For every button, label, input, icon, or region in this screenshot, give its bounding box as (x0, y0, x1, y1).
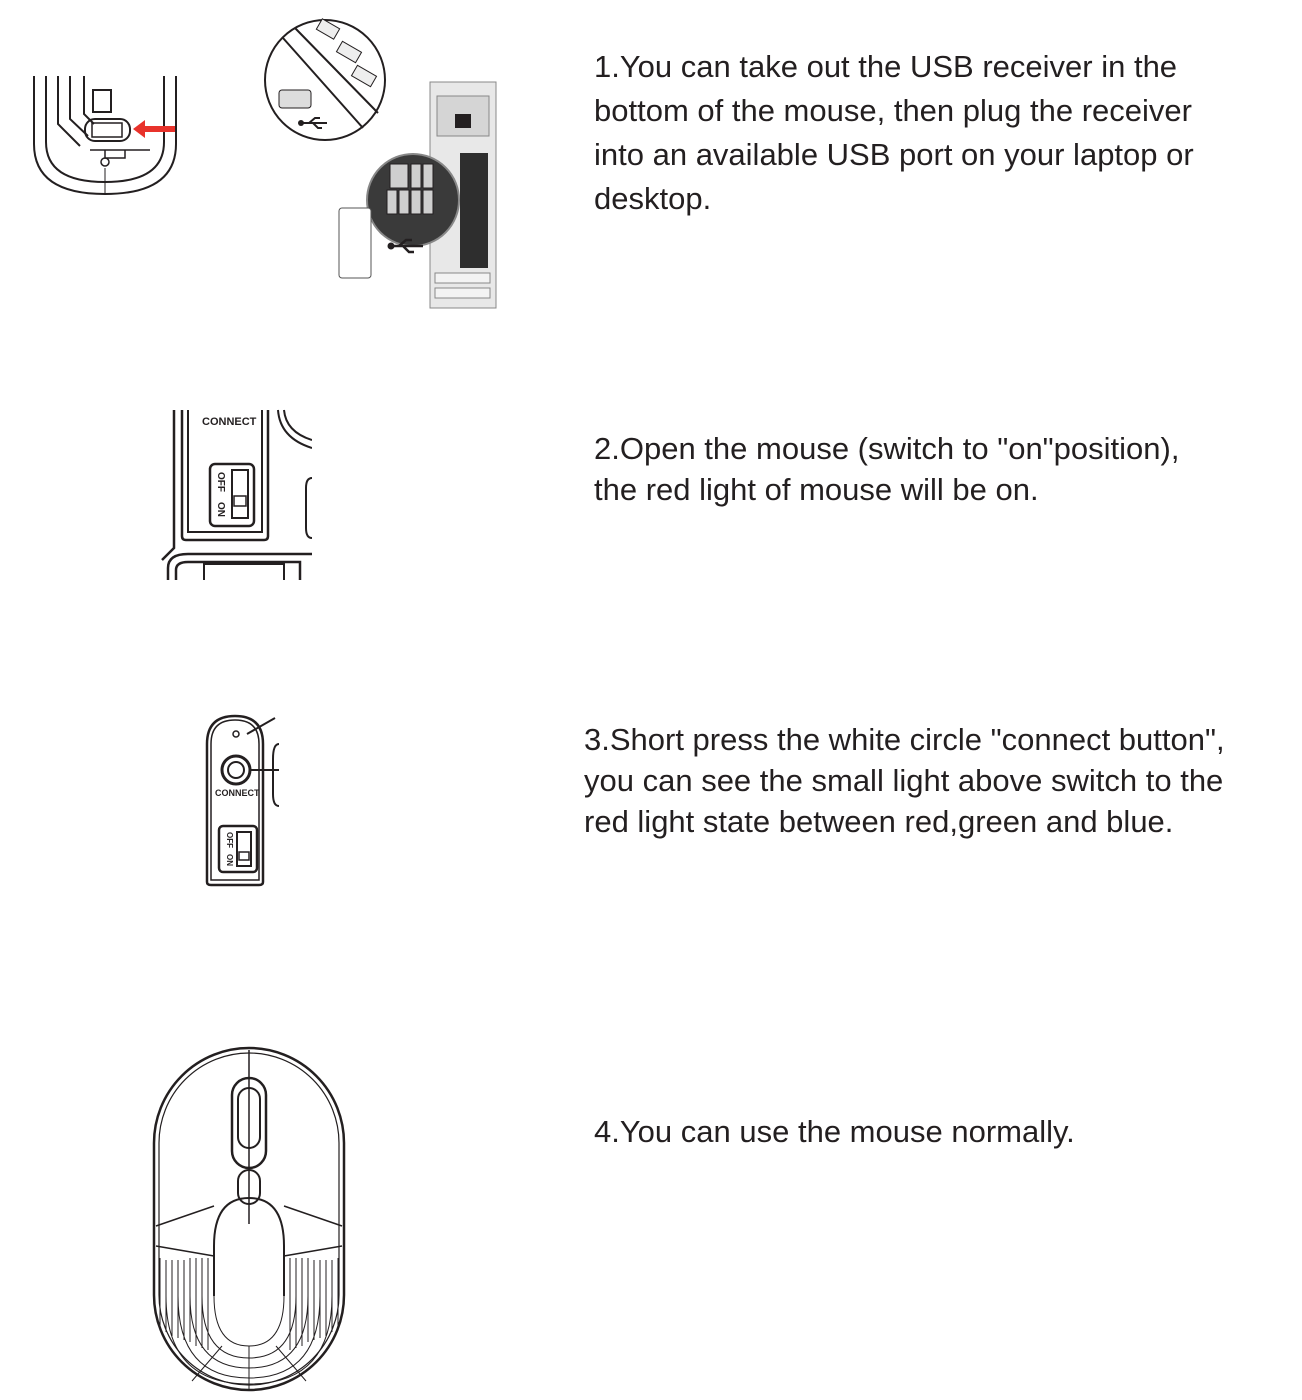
text-line: 4.You can use the mouse normally. (594, 1114, 1075, 1149)
text-line: desktop. (594, 181, 712, 216)
text-line: the red light of mouse will be on. (594, 472, 1039, 507)
text-line: 2.Open the mouse (switch to "on"position), (594, 431, 1180, 466)
svg-text:OFF: OFF (215, 472, 226, 492)
text-line: into an available USB port on your laptop or (594, 137, 1194, 172)
text-line: bottom of the mouse, then plug the receiver (594, 93, 1192, 128)
text-line: you can see the small light above switch to the (584, 763, 1224, 798)
step-3-instruction (584, 719, 1225, 842)
step-2-instruction (594, 428, 1179, 510)
connect-label: CONNECT (202, 416, 257, 428)
mouse-bottom-receiver-illustration (30, 74, 180, 199)
step-4-instruction (594, 1110, 1075, 1154)
mouse-power-switch-illustration (160, 408, 312, 580)
text-line: 1.You can take out the USB receiver in the (594, 49, 1178, 84)
svg-text:OFF: OFF (225, 832, 234, 848)
svg-text:ON: ON (225, 854, 234, 866)
mouse-top-view-illustration (152, 1046, 346, 1392)
step-1-instruction (594, 45, 1194, 221)
text-line: 3.Short press the white circle "connect button", (584, 722, 1225, 757)
text-line: red light state between red,green and blue. (584, 804, 1174, 839)
svg-text:ON: ON (215, 502, 226, 517)
connect-label: CONNECT (215, 788, 260, 798)
mouse-connect-button-illustration (203, 714, 279, 888)
desktop-usb-port-illustration (335, 78, 500, 313)
status-light-icon (233, 731, 239, 737)
red-arrow-icon (133, 120, 175, 138)
